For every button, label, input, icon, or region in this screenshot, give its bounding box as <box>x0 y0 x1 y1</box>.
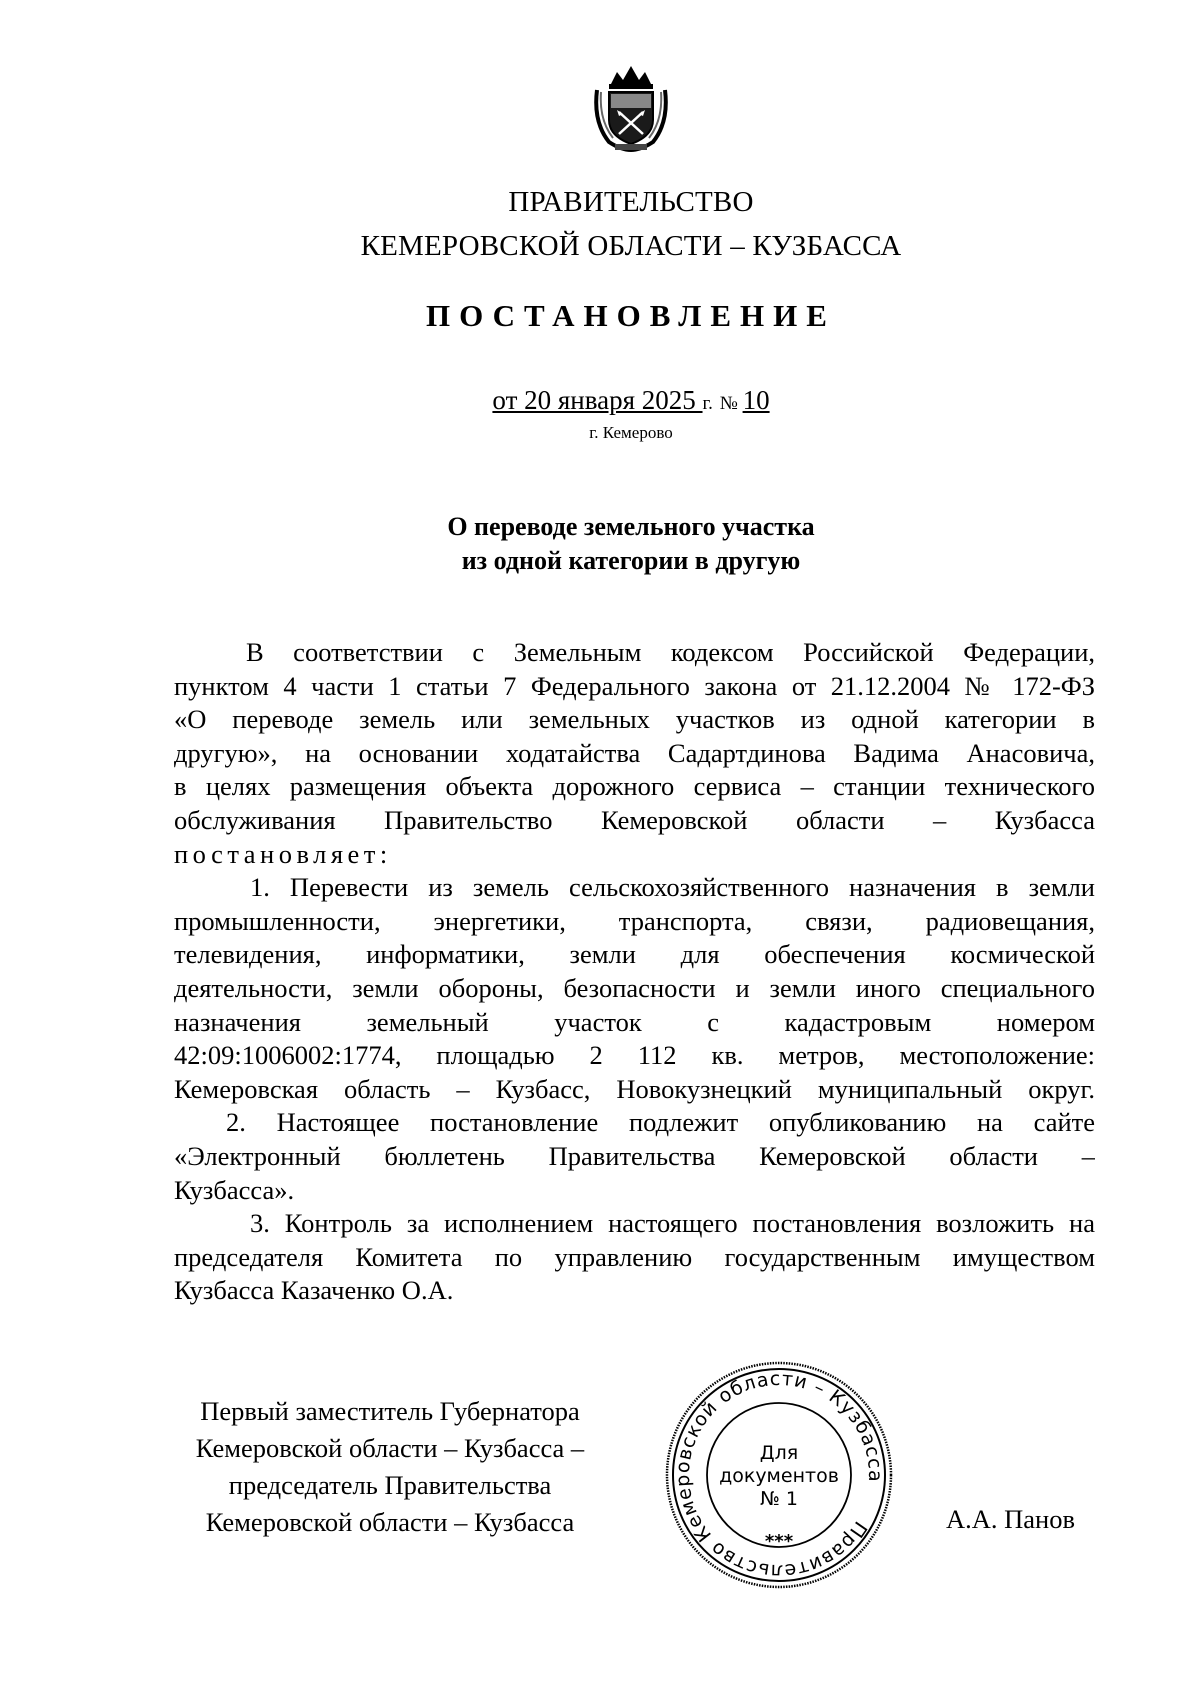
stamp-center-line2: документов <box>719 1465 839 1487</box>
official-stamp <box>661 1357 897 1593</box>
body-line: «Электронный бюллетень Правительства Кемеровской области – <box>174 1140 1095 1171</box>
year-suffix: г. <box>702 393 713 414</box>
document-date-number <box>0 385 1200 416</box>
signatory-position <box>170 1393 610 1541</box>
stamp-center-line1: Для <box>759 1442 799 1464</box>
body-line: постановляет: <box>174 838 392 869</box>
body-line: в целях размещения объекта дорожного сервиса – станции технического <box>174 771 1095 802</box>
body-line: другую», на основании ходатайства Садартдинова Вадима Анасовича, <box>174 737 1095 768</box>
body-line: Кемеровская область – Кузбасс, Новокузнецкий муниципальный округ. <box>174 1073 1095 1104</box>
signatory-position-line: Кемеровской области – Кузбасса <box>205 1507 575 1537</box>
signatory-position-line: Первый заместитель Губернатора <box>200 1396 580 1426</box>
body-line: 1. Перевести из земель сельскохозяйственного назначения в земли <box>250 872 1095 903</box>
body-line: 2. Настоящее постановление подлежит опубликованию на сайте <box>226 1107 1095 1138</box>
body-line: «О переводе земель или земельных участков из одной категории в <box>174 704 1095 735</box>
org-name-line1: ПРАВИТЕЛЬСТВО <box>508 186 754 218</box>
document-body <box>174 636 1095 1308</box>
signatory-position-line: председатель Правительства <box>228 1470 552 1500</box>
body-line: телевидения, информатики, земли для обеспечения космической <box>174 939 1095 970</box>
body-line: назначения земельный участок с кадастровым номером <box>174 1006 1095 1037</box>
stamp-ring-text: Правительство Кемеровской области – Кузбасса <box>671 1367 887 1583</box>
stamp-stars: *** <box>764 1531 794 1552</box>
body-line: Кузбасса Казаченко О.А. <box>174 1275 454 1306</box>
document-type-title: ПОСТАНОВЛЕНИЕ <box>426 298 836 333</box>
body-line: В соответствии с Земельным кодексом Российской Федерации, <box>246 637 1095 667</box>
signatory-position-line: Кемеровской области – Кузбасса – <box>195 1433 585 1463</box>
body-line: 3. Контроль за исполнением настоящего постановления возложить на <box>250 1208 1095 1239</box>
body-line: Кузбасса». <box>174 1174 295 1205</box>
body-line: деятельности, земли обороны, безопасности и земли иного специального <box>174 972 1095 1003</box>
document-city: г. Кемерово <box>589 423 673 442</box>
coat-of-arms-icon <box>589 62 673 152</box>
stamp-center-line3: № 1 <box>760 1488 798 1510</box>
subject-line2: из одной категории в другую <box>461 546 801 575</box>
subject-line1: О переводе земельного участка <box>447 512 815 541</box>
number-sign: № <box>719 393 743 414</box>
document-date: от 20 января 2025 <box>492 385 703 415</box>
body-line: пунктом 4 части 1 статьи 7 Федерального закона от 21.12.2004 № 172-ФЗ <box>174 670 1095 701</box>
document-number: 10 <box>742 385 770 415</box>
org-name-line2: КЕМЕРОВСКОЙ ОБЛАСТИ – КУЗБАССА <box>360 230 902 262</box>
body-line: обслуживания Правительство Кемеровской области – Кузбасса <box>174 804 1095 835</box>
signatory-name: А.А. Панов <box>946 1504 1075 1534</box>
body-line: председателя Комитета по управлению государственным имуществом <box>174 1241 1095 1272</box>
body-line: промышленности, энергетики, транспорта, связи, радиовещания, <box>174 905 1095 936</box>
body-line: 42:09:1006002:1774, площадью 2 112 кв. метров, местоположение: <box>174 1040 1095 1071</box>
